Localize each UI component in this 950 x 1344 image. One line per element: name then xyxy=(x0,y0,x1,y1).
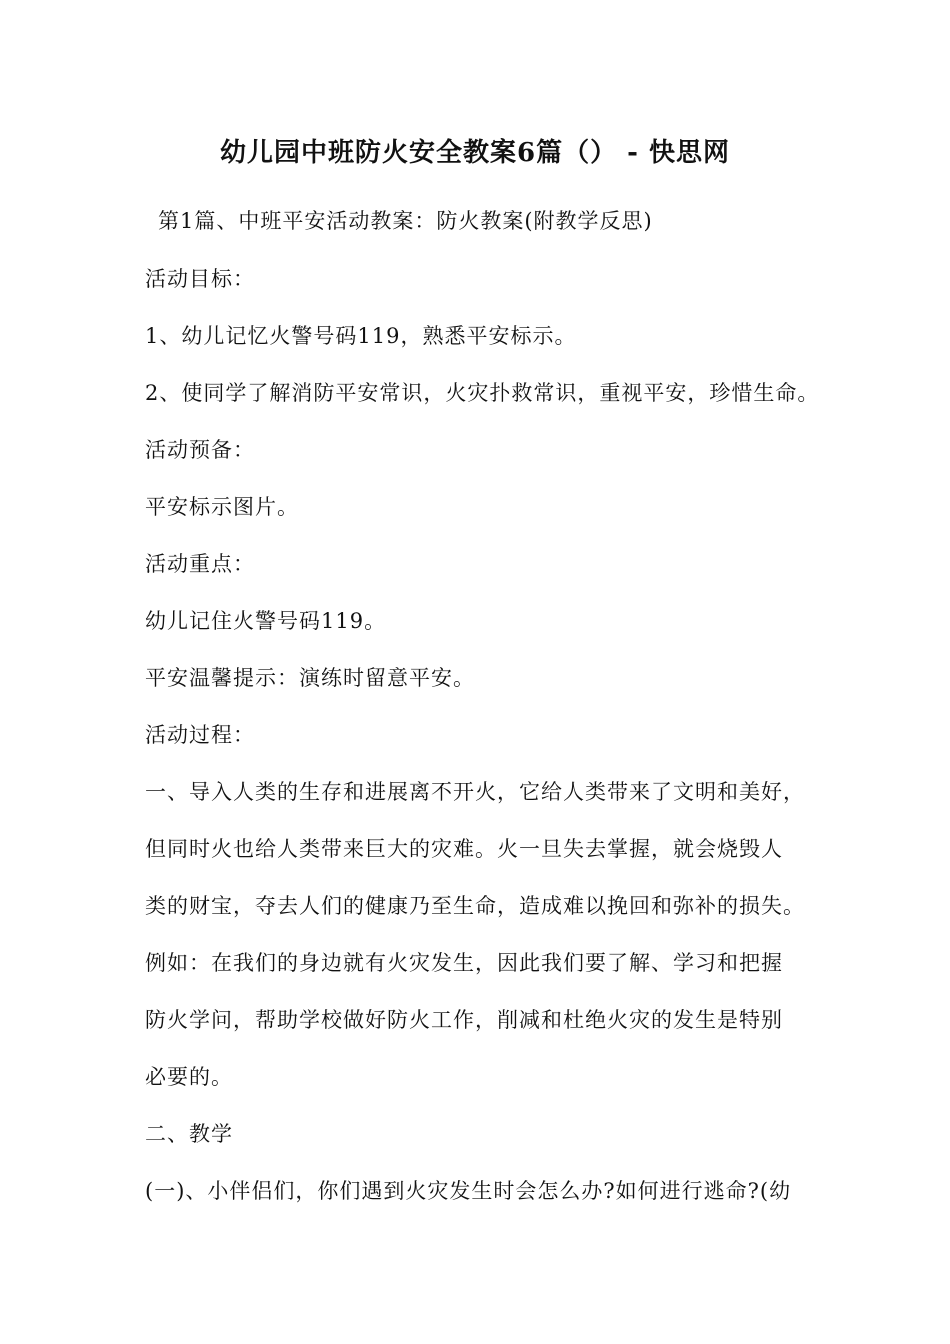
paragraph-line: 必要的。 xyxy=(145,1065,233,1089)
section-heading: 第1篇、中班平安活动教案：防火教案(附教学反思) xyxy=(158,209,653,233)
document-title: 幼儿园中班防火安全教案6篇（） - 快思网 xyxy=(220,138,730,168)
paragraph-line: 一、导入人类的生存和进展离不开火，它给人类带来了文明和美好， xyxy=(145,780,805,804)
paragraph-line: 防火学问，帮助学校做好防火工作，削减和杜绝火灾的发生是特别 xyxy=(145,1008,783,1032)
paragraph-line: 幼儿记住火警号码119。 xyxy=(145,609,387,633)
paragraph-line: 活动预备： xyxy=(145,438,255,462)
paragraph-line: 2、使同学了解消防平安常识，火灾扑救常识，重视平安，珍惜生命。 xyxy=(145,381,820,405)
paragraph-line: 活动目标： xyxy=(145,267,255,291)
paragraph-line: 平安温馨提示：演练时留意平安。 xyxy=(145,666,475,690)
paragraph-line: 平安标示图片。 xyxy=(145,495,299,519)
paragraph-line: 但同时火也给人类带来巨大的灾难。火一旦失去掌握，就会烧毁人 xyxy=(145,837,783,861)
paragraph-line: 类的财宝，夺去人们的健康乃至生命，造成难以挽回和弥补的损失。 xyxy=(145,894,805,918)
paragraph-line: 活动过程： xyxy=(145,723,255,747)
paragraph-line: 1、幼儿记忆火警号码119，熟悉平安标示。 xyxy=(145,324,577,348)
paragraph-line: 二、教学 xyxy=(145,1122,233,1146)
paragraph-line: 活动重点： xyxy=(145,552,255,576)
paragraph-line: (一)、小伴侣们，你们遇到火灾发生时会怎么办?如何进行逃命?(幼 xyxy=(145,1179,792,1203)
paragraph-line: 例如：在我们的身边就有火灾发生，因此我们要了解、学习和把握 xyxy=(145,951,783,975)
